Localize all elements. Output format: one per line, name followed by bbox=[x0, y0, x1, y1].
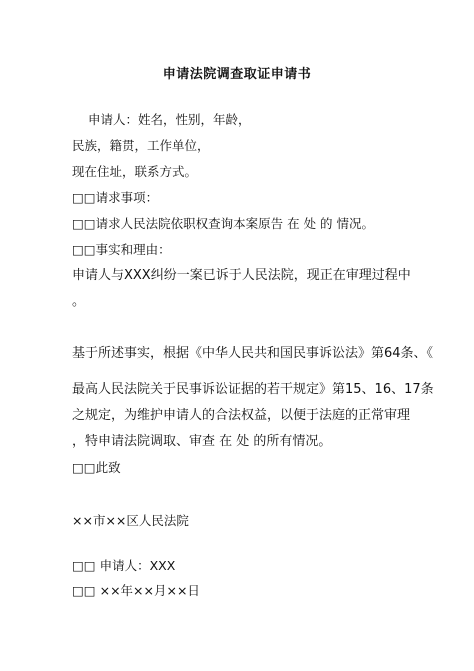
basis-line-4: ，特申请法院调取、审查 在 处 的所有情况。 bbox=[72, 434, 332, 449]
facts-line-2: 。 bbox=[72, 294, 86, 309]
court-name: ××市××区人民法院 bbox=[72, 513, 189, 528]
request-heading: □□请求事项： bbox=[72, 190, 159, 205]
basis-line-3: 之规定，为维护申请人的合法权益，以便于法庭的正常审理 bbox=[72, 408, 411, 423]
facts-line-1: 申请人与XXX纠纷一案已诉于人民法院，现正在审理过程中 bbox=[72, 268, 411, 283]
date-line: □□ ××年××月××日 bbox=[72, 583, 200, 598]
basis-line-1: 基于所述事实，根据《中华人民共和国民事诉讼法》第64条、《 bbox=[72, 346, 434, 361]
basis-line-2: 最高人民法院关于民事诉讼证据的若干规定》第15、16、17条 bbox=[72, 382, 434, 397]
facts-reasons-heading: □□事实和理由： bbox=[72, 242, 171, 257]
applicant-info-line: 申请人：姓名，性别，年龄， bbox=[88, 112, 251, 127]
applicant-details-line: 民族，籍贯，工作单位， bbox=[72, 138, 210, 153]
address-contact-line: 现在住址，联系方式。 bbox=[72, 164, 198, 179]
request-content: □□请求人民法院依职权查询本案原告 在 处 的 情况。 bbox=[72, 216, 375, 231]
salutation-line: □□此致 bbox=[72, 460, 121, 475]
signature-line: □□ 申请人：XXX bbox=[72, 558, 176, 573]
document-title: 申请法院调查取证申请书 bbox=[162, 67, 312, 82]
